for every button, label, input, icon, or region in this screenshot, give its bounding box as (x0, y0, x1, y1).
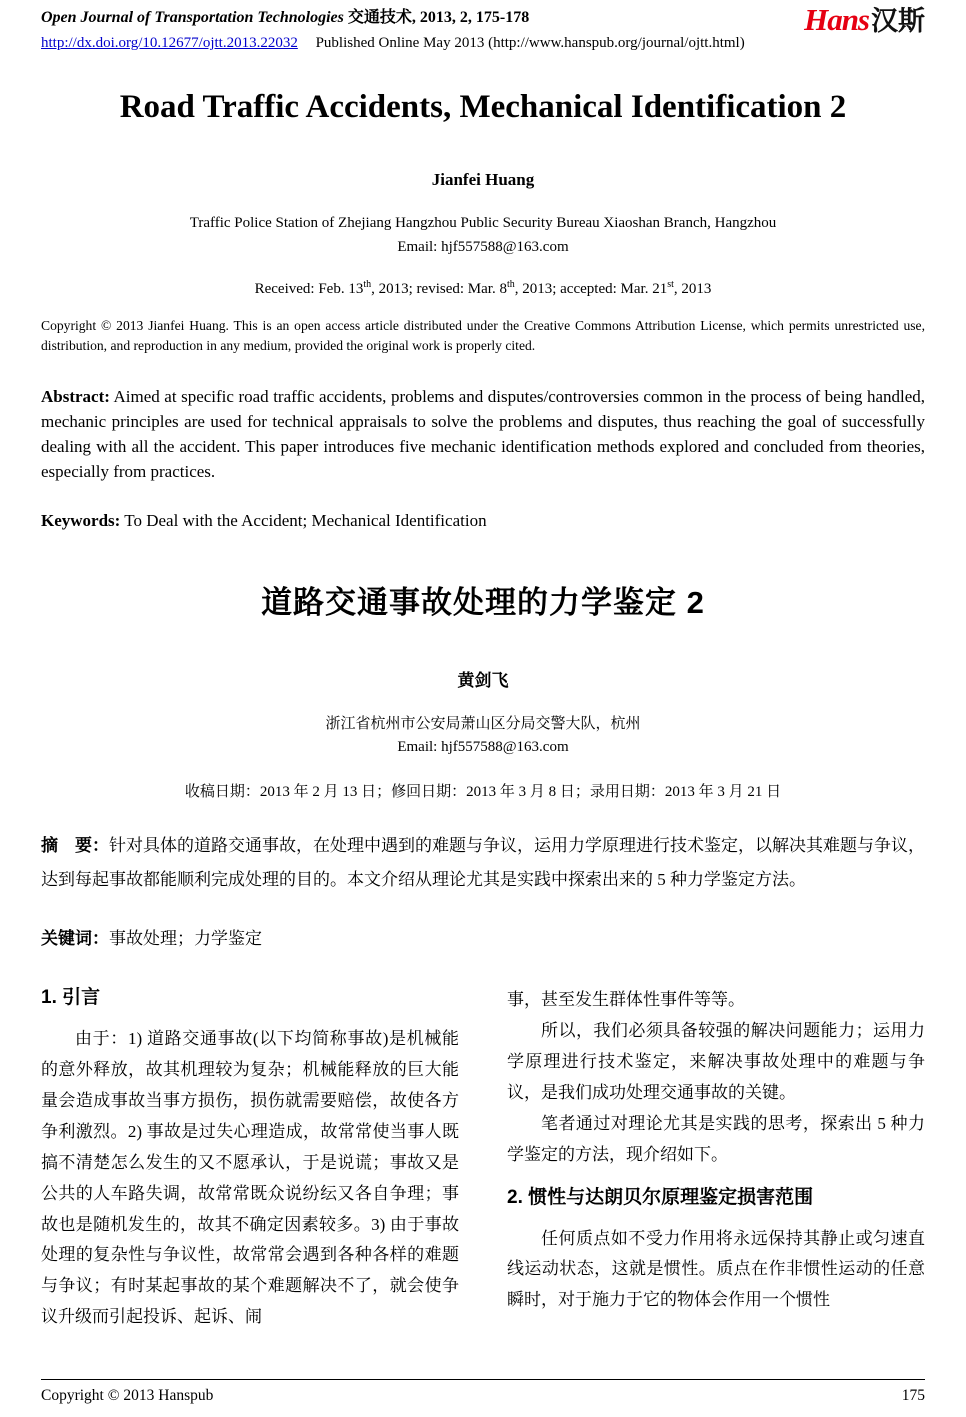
abstract-text-cn: 针对具体的道路交通事故，在处理中遇到的难题与争议，运用力学原理进行技术鉴定，以解决其难题与争议，达到每起事故都能顺利完成处理的目的。本文介绍从理论尤其是实践中探索出来的 5 种力学鉴定方法。 (41, 835, 925, 890)
received-dates-cn: 收稿日期：2013 年 2 月 13 日；修回日期：2013 年 3 月 8 日；录用日期：2013 年 3 月 21 日 (184, 783, 782, 800)
affiliation-block-cn (41, 713, 925, 760)
article-title-en: Road Traffic Accidents, Mechanical Identification 2 (119, 89, 847, 126)
affiliation-block-en (41, 212, 925, 259)
page-number: 175 (901, 1387, 925, 1404)
author-name-en: Jianfei Huang (431, 170, 535, 190)
received-part: , 2013; revised: Mar. 8 (371, 280, 507, 297)
email-en: Email: hjf557588@163.com (397, 238, 569, 255)
hans-logo-cn: 汉斯 (871, 6, 925, 36)
abstract-cn (41, 829, 925, 899)
left-column (41, 985, 459, 1333)
affiliation-cn: 浙江省杭州市公安局萧山区分局交警大队，杭州 (325, 716, 641, 733)
ordinal-suffix: th (506, 278, 515, 290)
keywords-text-cn: 事故处理；力学鉴定 (109, 929, 262, 949)
article-body (41, 985, 925, 1333)
keywords-en (41, 511, 925, 531)
hans-logo-latin: Hans (804, 2, 869, 37)
copyright-notice: Copyright © 2013 Jianfei Huang. This is an open access article distributed under the Creative Commons Attribution License, which permits unrestricted use, distribution, and reproduction in any medium, provided the original work is properly cited. (41, 317, 925, 353)
journal-title-line (41, 8, 925, 29)
received-part: Received: Feb. 13 (254, 280, 364, 297)
paragraph: 由于：1) 道路交通事故(以下均简称事故)是机械能的意外释放，故其机理较为复杂；机械能释放的巨大能量会造成事故当事方损伤，损伤就需要赔偿，故使各方争利激烈。2) 事故是过失心理造成，故常常使当事人既搞不清楚怎么发生的又不愿承认，于是说谎；事故又是公共的人车路失调，故常常既众说纷纭又各自争理；事故也是随机发生的，故其不确定因素较多。3) 由于事故处理的复杂性与争议性，故常常会遇到各种各样的难题与争议；有时某起事故的某个难题解决不了，就会使争议升级而引起投诉、起诉、闹 (41, 1028, 459, 1327)
page-footer (41, 1379, 925, 1405)
keywords-label-en: Keywords: (41, 511, 121, 531)
abstract-en (41, 385, 925, 485)
ordinal-suffix: th (363, 278, 372, 290)
published-info: Published Online May 2013 (http://www.hanspub.org/journal/ojtt.html) (315, 34, 745, 51)
article-title-cn: 道路交通事故处理的力学鉴定 2 (261, 585, 705, 621)
keywords-text-en: To Deal with the Accident; Mechanical Identification (124, 511, 487, 531)
right-column (507, 985, 925, 1333)
hans-logo (804, 4, 925, 35)
abstract-label-en: Abstract: (41, 387, 110, 407)
paragraph: 事，甚至发生群体性事件等等。 (507, 990, 745, 1010)
abstract-text-en: Aimed at specific road traffic accidents, problems and disputes/controversies common in the process of being handled, mechanic principles are used for technical appraisals to solve the problems and disputes, thus reaching the goal of successfully dealing with all the accident. This paper introduces five mechanic identification methods explored and concluded from theories, especially from practices. (41, 387, 926, 482)
footer-copyright: Copyright © 2013 Hanspub (41, 1387, 214, 1404)
received-part: , 2013; accepted: Mar. 21 (514, 280, 668, 297)
email-cn: Email: hjf557588@163.com (397, 739, 569, 756)
author-name-cn: 黄剑飞 (457, 671, 509, 691)
received-part: , 2013 (673, 280, 712, 297)
keywords-cn (41, 924, 925, 949)
abstract-label-cn: 摘 要： (41, 835, 109, 855)
paragraph: 所以，我们必须具备较强的解决问题能力；运用力学原理进行技术鉴定，来解决事故处理中的难题与争议，是我们成功处理交通事故的关键。 (507, 1021, 925, 1103)
doi-line (41, 34, 925, 54)
keywords-label-cn: 关键词： (41, 929, 109, 949)
paragraph: 笔者通过对理论尤其是实践的思考，探索出 5 种力学鉴定的方法，现介绍如下。 (507, 1114, 925, 1165)
received-dates-en (41, 279, 925, 298)
journal-issue-info: 交通技术, 2013, 2, 175-178 (347, 9, 530, 26)
ordinal-suffix: st (667, 278, 674, 290)
affiliation-en: Traffic Police Station of Zhejiang Hangzhou Public Security Bureau Xiaoshan Branch, Hangzhou (189, 215, 777, 232)
section-heading-1: 1. 引言 (41, 987, 101, 1009)
section-heading-2: 2. 惯性与达朗贝尔原理鉴定损害范围 (507, 1186, 814, 1208)
journal-title: Open Journal of Transportation Technologies (41, 9, 344, 26)
paragraph: 任何质点如不受力作用将永远保持其静止或匀速直线运动状态，这就是惯性。质点在作非惯性运动的任意瞬时，对于施力于它的物体会作用一个惯性 (507, 1228, 925, 1310)
doi-link[interactable]: http://dx.doi.org/10.12677/ojtt.2013.22032 (41, 34, 298, 51)
journal-header (41, 2, 925, 53)
